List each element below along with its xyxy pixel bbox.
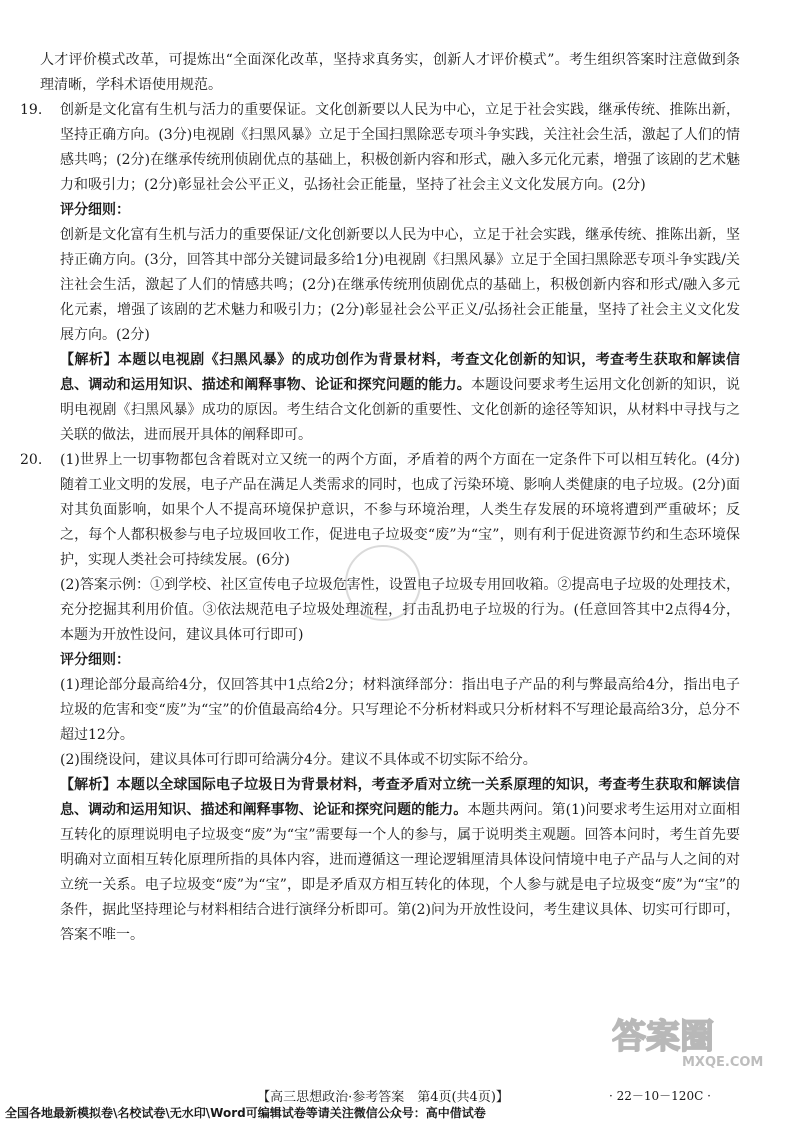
- q20-part2: (2)答案示例：①到学校、社区宣传电子垃圾危害性，设置电子垃圾专用回收箱。②提高电子垃圾的处理技术，充分挖掘其利用价值。③依法规范电子垃圾处理流程，打击乱扔电子垃圾的行为。(任意回答其中2点得4分，本题为开放性设问，建议具体可行即可): [60, 577, 740, 643]
- question-number-19: 19.: [20, 102, 43, 118]
- q20-part1: (1)世界上一切事物都包含着既对立又统一的两个方面，矛盾着的两个方面在一定条件下可以相互转化。(4分)随着工业文明的发展，电子产品在满足人类需求的同时，也成了污染环境、影响人类健康的电子垃圾。(2分)面对其负面影响，如果个人不提高环境保护意识，不参与环境治理，人类生存发展的环境将遭到严重破坏；反之，每个人都积极参与电子垃圾回收工作，促进电子垃圾变“废”为“宝”，则有利于促进资源节约和生态环境保护，实现人类社会可持续发展。(6分): [60, 452, 740, 568]
- svg-text:答案圈: 答案圈: [612, 1017, 714, 1057]
- footer-code: · 22－10－120C ·: [609, 1089, 711, 1103]
- svg-text:MXQE.COM: MXQE.COM: [682, 1055, 764, 1070]
- q19-analysis-body: 本题设问要求考生运用文化创新的知识，说明电视剧《扫黑风暴》成功的原因。考生结合文化创新的重要性、文化创新的途径等知识，从材料中寻找与之关联的做法，进而展开具体的阐释即可。: [60, 377, 741, 443]
- q19-rubric: 创新是文化富有生机与活力的重要保证/文化创新要以人民为中心，立足于社会实践，继承传统、推陈出新，坚持正确方向。(3分，回答其中部分关键词最多给1分)电视剧《扫黑风暴》立足于全国扫黑除恶专项斗争实践/关注社会生活，激起了人们的情感共鸣；(2分)在继承传统刑侦剧优点的基础上，积极创新内容和形式/融入多元化元素，增强了该剧的艺术魅力和吸引力；(2分)彰显社会公平正义/弘扬社会正能量，坚持了社会主义文化发展方向。(2分): [60, 227, 740, 343]
- question-20: [20, 448, 740, 948]
- footer-page-info: 【高三思想政治·参考答案 第4页(共4页)】: [257, 1090, 509, 1105]
- q20-rubric-label: 评分细则：: [60, 652, 130, 668]
- question-19: [20, 98, 741, 448]
- q20-rubric-2: (2)围绕设问，建议具体可行即可给满分4分。建议不具体或不切实际不给分。: [60, 752, 537, 768]
- question-number-20: 20.: [20, 452, 43, 468]
- paragraph-intro: 人才评价模式改革，可提炼出“全面深化改革，坚持求真务实，创新人才评价模式”。考生组织答案时注意做到条理清晰，学科术语使用规范。: [40, 52, 740, 93]
- answer-circle-logo: [612, 1010, 790, 1070]
- q19-rubric-label: 评分细则：: [60, 202, 130, 218]
- q20-rubric-1: (1)理论部分最高给4分，仅回答其中1点给2分；材料演绎部分：指出电子产品的利与弊最高给4分，指出电子垃圾的危害和变“废”为“宝”的价值最高给4分。只写理论不分析材料或只分析材料不写理论最高给3分，总分不超过12分。: [60, 677, 740, 743]
- q20-analysis: [60, 773, 740, 948]
- answer-content: [20, 48, 741, 948]
- q19-analysis-head: 【解析】本题以电视剧《扫黑风暴》的成功创作为背景材料，考查文化创新的知识，考查考生获取和解读信息、调动和运用知识、描述和阐释事物、论证和探究问题的能力。: [60, 352, 740, 393]
- q19-analysis: [60, 348, 740, 448]
- bottom-promo-note: 全国各地最新模拟卷\名校试卷\无水印\Word可编辑试卷等请关注微信公众号：高中借试卷: [5, 1106, 486, 1120]
- q19-answer: 创新是文化富有生机与活力的重要保证。文化创新要以人民为中心，立足于社会实践，继承传统、推陈出新，坚持正确方向。(3分)电视剧《扫黑风暴》立足于全国扫黑除恶专项斗争实践，关注社会生活，激起了人们的情感共鸣；(2分)在继承传统刑侦剧优点的基础上，积极创新内容和形式，融入多元化元素，增强了该剧的艺术魅力和吸引力；(2分)彰显社会公平正义，弘扬社会正能量，坚持了社会主义文化发展方向。(2分): [60, 102, 740, 193]
- q20-analysis-head: 【解析】本题以全球国际电子垃圾日为背景材料，考查矛盾对立统一关系原理的知识，考查考生获取和解读信息、调动和运用知识、描述和阐释事物、论证和探究问题的能力。: [60, 777, 740, 818]
- q20-analysis-body: 本题共两问。第(1)问要求考生运用对立面相互转化的原理说明电子垃圾变“废”为“宝”需要每一个人的参与，属于说明类主观题。回答本问时，考生首先要明确对立面相互转化原理所指的具体内容，进而遵循这一理论逻辑厘清具体设问情境中电子产品与人之间的对立统一关系。电子垃圾变“废”为“宝”，即是矛盾双方相互转化的体现，个人参与就是电子垃圾变“废”为“宝”的条件，据此坚持理论与材料相结合进行演绎分析即可。第(2)问为开放性设问，考生建议具体、切实可行即可，答案不唯一。: [60, 802, 740, 943]
